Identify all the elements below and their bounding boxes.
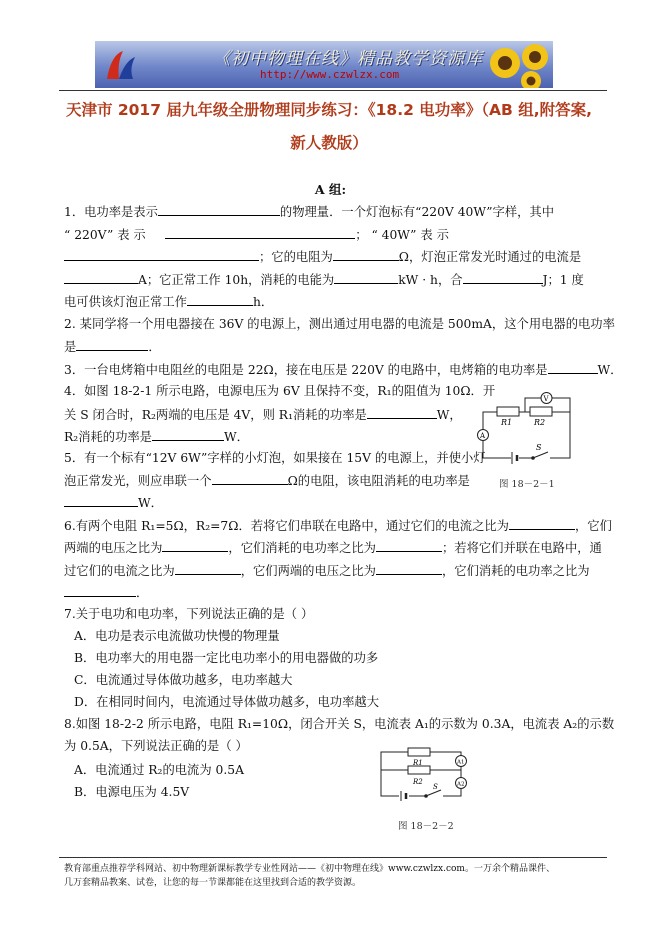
q4-line-2 [64, 406, 462, 423]
q1-line-2 [64, 226, 449, 243]
footer-line-1: 教育部重点推荐学科网站、初中物理新课标教学专业性网站——《初中物理在线》www.czwlzx.com。一万余个精品课件、 [64, 864, 555, 874]
text: Ω，灯泡正常发光时通过的电流是 [398, 250, 582, 264]
answer-blank[interactable] [64, 248, 259, 261]
text: 的物理量．一个灯泡标有“220V 40W”字样，其中 [279, 205, 555, 219]
text: kW · h，合 [398, 273, 463, 287]
text: ；它的电阻为 [259, 250, 333, 264]
header-banner [95, 41, 553, 88]
q5-line-3 [64, 494, 163, 511]
answer-blank[interactable] [367, 406, 437, 419]
q6-line-2 [64, 539, 602, 556]
q4-line-3 [64, 428, 249, 445]
q5-line-2 [64, 472, 470, 489]
text: 两端的电压之比为 [64, 541, 163, 555]
q2-line-1: 2. 某同学将一个用电器接在 36V 的电源上，测出通过用电器的电流是 500mA，这个用电器的电功率 [64, 317, 615, 331]
label-v: V [543, 395, 549, 403]
q7-stem: 7.关于电功和电功率，下列说法正确的是（ ） [64, 607, 314, 621]
q7-option-d[interactable]: D．在相同时间内，电流通过导体做功越多，电功率越大 [74, 695, 379, 709]
text: ，它们消耗的电功率之比为 [441, 564, 590, 578]
resistor-r1-icon [408, 748, 430, 756]
label-a2: A2 [457, 781, 465, 788]
answer-blank[interactable] [376, 562, 442, 575]
answer-blank[interactable] [187, 293, 253, 306]
text: A；它正常工作 10h，消耗的电能为 [138, 273, 335, 287]
q5-line-1: 5．有一个标有“12V 6W”字样的小灯泡，如果接在 15V 的电源上，并使小灯 [64, 451, 486, 465]
answer-blank[interactable] [212, 472, 288, 485]
text: 1．电功率是表示 [64, 205, 158, 219]
q6-line-4: ． [64, 584, 148, 601]
q2-line-2: 是 ． [64, 340, 161, 354]
answer-blank[interactable] [548, 361, 598, 374]
text: W． [597, 363, 623, 377]
q8-option-a[interactable]: A．电流通过 R₂的电流为 0.5A [74, 763, 244, 777]
answer-blank[interactable] [376, 539, 442, 552]
text: h． [252, 295, 274, 309]
text: 关 S 闭合时，R₂两端的电压是 4V，则 R₁消耗的功率是 [64, 408, 367, 422]
page-footer [64, 862, 604, 890]
q7-option-a[interactable]: A．电功是表示电流做功快慢的物理量 [74, 629, 280, 643]
banner-title: 《初中物理在线》精品教学资源库 [213, 49, 483, 69]
text: W． [138, 496, 163, 510]
answer-blank[interactable] [64, 494, 138, 507]
text: J；1 度 [542, 273, 584, 287]
answer-blank[interactable] [509, 517, 575, 530]
footer-line-2: 几万套精品教案、试卷，让您的每一节课都能在这里找到合适的教学资源。 [64, 878, 362, 888]
text: ，它们两端的电压之比为 [240, 564, 376, 578]
page-title-line-1: 天津市 2017 届九年级全册物理同步练习：《18.2 电功率》（AB 组,附答案, [65, 101, 593, 119]
q1-line-5 [64, 293, 273, 310]
figure-caption-18-2-1: 图 18－2－1 [499, 479, 555, 490]
text: ，它们消耗的电功率之比为 [228, 541, 376, 555]
answer-blank[interactable] [175, 562, 241, 575]
text: ； “ 40W” 表 示 [355, 228, 449, 242]
answer-blank[interactable] [162, 539, 228, 552]
q6-line-3 [64, 562, 590, 579]
text: 过它们的电流之比为 [64, 564, 175, 578]
text: 是 [64, 340, 77, 354]
sunflower-icon [485, 41, 551, 88]
answer-blank[interactable] [64, 271, 138, 284]
label-s: S [536, 443, 542, 452]
text: 电可供该灯泡正常工作 [64, 295, 187, 309]
text: 6.有两个电阻 R₁=5Ω，R₂=7Ω．若将它们串联在电路中，通过它们的电流之比为 [64, 519, 509, 533]
footer-rule [59, 857, 607, 858]
answer-blank[interactable] [165, 226, 355, 239]
answer-blank[interactable] [152, 428, 224, 441]
text: Ω的电阻，该电阻消耗的电功率是 [287, 474, 470, 488]
site-logo-icon [101, 45, 141, 85]
label-r2: R2 [534, 418, 546, 427]
text: W， [436, 408, 462, 422]
q8-line-1: 8.如图 18-2-2 所示电路，电阻 R₁=10Ω，闭合开关 S，电流表 A₁的示数为 0.3A，电流表 A₂的示数 [64, 717, 615, 731]
resistor-r1-icon [497, 407, 519, 416]
header-rule [59, 90, 607, 91]
text: W． [223, 430, 249, 444]
answer-blank[interactable] [463, 271, 543, 284]
q1-line-4 [64, 271, 584, 288]
label-r1: R1 [501, 418, 513, 427]
figure-caption-18-2-2: 图 18－2－2 [398, 821, 454, 832]
q7-option-b[interactable]: B．电功率大的用电器一定比电功率小的用电器做的功多 [74, 651, 379, 665]
label-r1: R1 [413, 759, 423, 767]
circuit-diagram-18-2-2 [375, 744, 475, 804]
circuit-diagram-18-2-1 [470, 390, 585, 465]
answer-blank[interactable] [333, 248, 399, 261]
text: 3．一台电烤箱中电阻丝的电阻是 22Ω，接在电压是 220V 的电路中，电烤箱的电功率是 [64, 363, 548, 377]
q1-line-3 [64, 248, 581, 265]
text: “ 220V” 表 示 [64, 228, 146, 242]
answer-blank[interactable] [158, 203, 280, 216]
label-s: S [433, 783, 438, 791]
label-a: A [480, 432, 486, 440]
answer-blank[interactable] [64, 584, 136, 597]
answer-blank[interactable] [76, 338, 148, 351]
text: ，它们 [574, 519, 612, 533]
banner-url[interactable]: http://www.czwlzx.com [260, 68, 400, 81]
label-r2: R2 [413, 778, 423, 786]
resistor-r2-icon [530, 407, 552, 416]
label-a1: A1 [457, 759, 465, 766]
q4-line-1: 4．如图 18-2-1 所示电路，电源电压为 6V 且保持不变，R₁的阻值为 10Ω．开 [64, 384, 496, 398]
page-title-line-2: 新人教版） [290, 134, 368, 152]
answer-blank[interactable] [334, 271, 398, 284]
text: ；若将它们并联在电路中，通 [441, 541, 602, 555]
q7-option-c[interactable]: C．电流通过导体做功越多，电功率越大 [74, 673, 293, 687]
q1-line-1 [64, 203, 554, 220]
q3-line-1 [64, 361, 622, 378]
q8-line-2: 为 0.5A，下列说法正确的是（ ） [64, 739, 248, 753]
text: 泡正常发光，则应串联一个 [64, 474, 212, 488]
text: R₂消耗的功率是 [64, 430, 152, 444]
q6-line-1 [64, 517, 612, 534]
q8-option-b[interactable]: B．电源电压为 4.5V [74, 785, 190, 799]
section-a-heading: A 组: [314, 182, 347, 197]
resistor-r2-icon [408, 766, 430, 774]
